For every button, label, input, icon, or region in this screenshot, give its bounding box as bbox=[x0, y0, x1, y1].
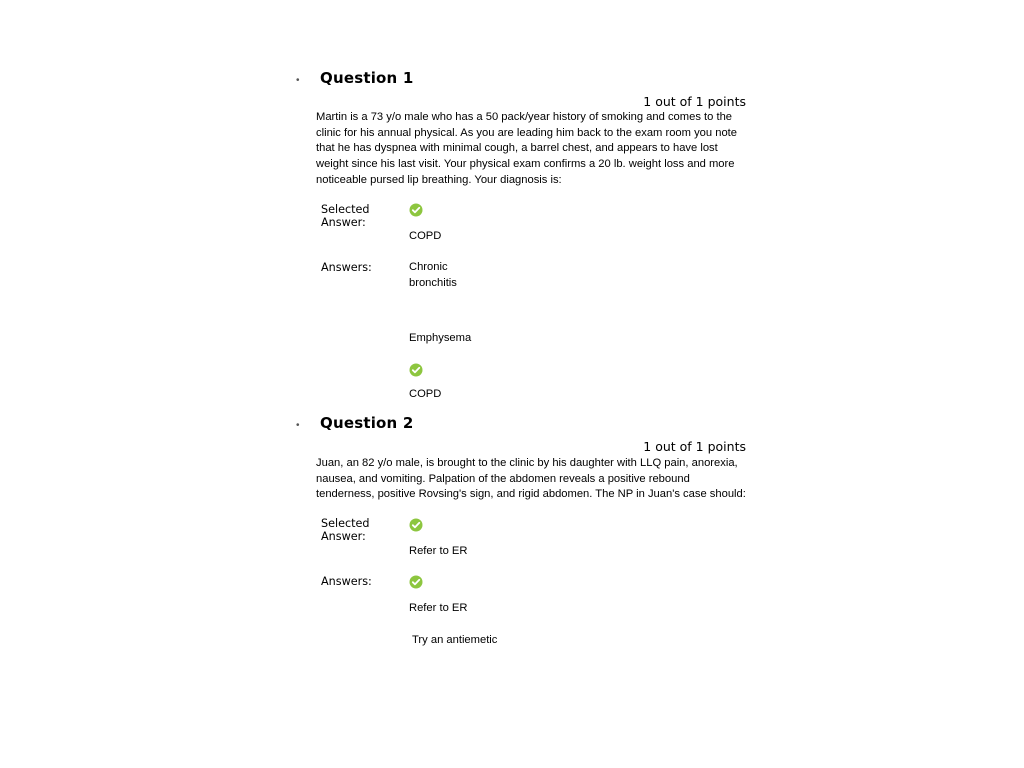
question-points: 1 out of 1 points bbox=[643, 439, 746, 454]
correct-check-icon bbox=[409, 363, 423, 377]
selected-label-line: Answer: bbox=[321, 216, 366, 229]
correct-check-icon bbox=[409, 575, 423, 589]
question-text bbox=[316, 456, 748, 503]
correct-check-icon bbox=[409, 203, 423, 217]
answer-option bbox=[409, 260, 457, 291]
question-text-line: clinic for his annual physical. As you are leading him back to the exam room you note bbox=[316, 126, 737, 139]
selected-label-line: Selected bbox=[321, 203, 370, 216]
answer-option: Refer to ER bbox=[409, 602, 468, 614]
answers-label: Answers: bbox=[321, 261, 372, 274]
question-points: 1 out of 1 points bbox=[643, 94, 746, 109]
question-bullet: • bbox=[296, 75, 300, 86]
question-text-line: Martin is a 73 y/o male who has a 50 pack/year history of smoking and comes to the bbox=[316, 111, 733, 123]
question-text-line: tenderness, positive Rovsing's sign, and rigid abdomen. The NP in Juan's case should: bbox=[316, 488, 746, 501]
selected-label-line: Selected bbox=[321, 517, 370, 530]
answer-option-line: Chronic bbox=[409, 261, 448, 273]
question-text bbox=[316, 110, 748, 189]
selected-answer-value: Refer to ER bbox=[409, 545, 468, 557]
question-title: Question 1 bbox=[320, 69, 414, 87]
answer-option: Try an antiemetic bbox=[412, 634, 498, 646]
question-title: Question 2 bbox=[320, 414, 414, 432]
question-bullet: • bbox=[296, 420, 300, 431]
question-text-line: nausea, and vomiting. Palpation of the abdomen reveals a positive rebound bbox=[316, 472, 690, 485]
selected-label-line: Answer: bbox=[321, 530, 366, 543]
selected-answer-label bbox=[321, 517, 370, 543]
question-text-line: noticeable pursed lip breathing. Your diagnosis is: bbox=[316, 173, 562, 186]
correct-check-icon bbox=[409, 518, 423, 532]
answer-option: COPD bbox=[409, 388, 442, 400]
selected-answer-value: COPD bbox=[409, 230, 442, 242]
selected-answer-label bbox=[321, 203, 370, 229]
answer-option-line: bronchitis bbox=[409, 276, 457, 289]
question-text-line: weight since his last visit. Your physical exam confirms a 20 lb. weight loss and more bbox=[316, 158, 735, 171]
question-text-line: Juan, an 82 y/o male, is brought to the clinic by his daughter with LLQ pain, anorexia, bbox=[316, 457, 738, 469]
question-text-line: that he has dyspnea with minimal cough, a barrel chest, and appears to have lost bbox=[316, 142, 718, 155]
answer-option: Emphysema bbox=[409, 332, 472, 344]
answers-label: Answers: bbox=[321, 575, 372, 588]
